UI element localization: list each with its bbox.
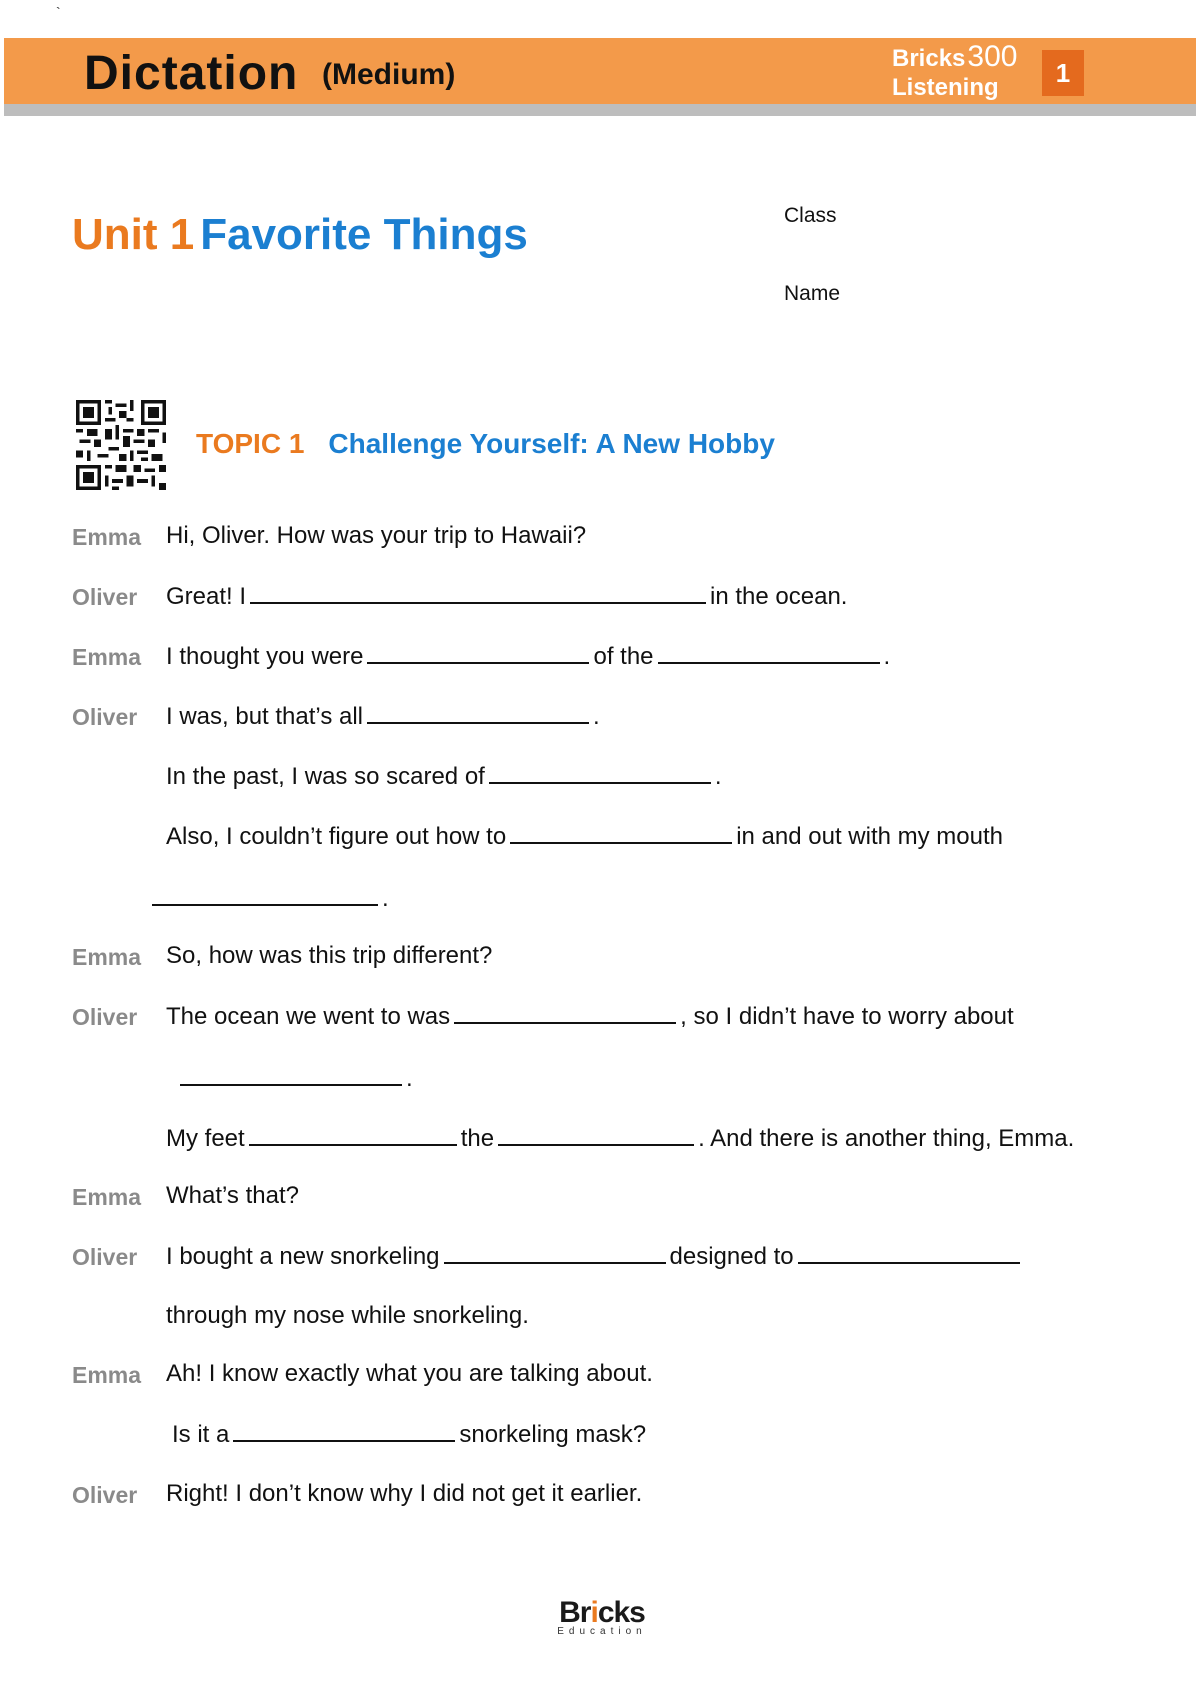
dialogue-text: I was, but that’s all: [166, 703, 363, 730]
dialogue-line: through my nose while snorkeling.: [166, 1302, 529, 1329]
answer-blank[interactable]: [250, 582, 706, 604]
speaker-label: Emma: [72, 1184, 142, 1210]
dialogue-line: [166, 582, 847, 611]
name-label: Name: [784, 282, 841, 305]
unit-title: Favorite Things: [200, 210, 528, 259]
answer-blank[interactable]: [152, 884, 378, 906]
dialogue-text: .: [593, 703, 600, 730]
dialogue-line: [166, 762, 722, 791]
topic-label: TOPIC 1: [196, 428, 305, 459]
dialogue-text: .: [714, 763, 722, 790]
dialogue-text: designed to: [669, 1243, 794, 1270]
speaker-label: Emma: [72, 944, 142, 970]
speaker-label: Oliver: [72, 704, 138, 730]
difficulty-label: (Medium): [322, 58, 456, 91]
dialogue-text: In the past, I was so scared of: [166, 763, 485, 790]
answer-blank[interactable]: [367, 702, 589, 724]
answer-blank[interactable]: [510, 822, 732, 844]
dialogue-line: [166, 1002, 1014, 1031]
answer-blank[interactable]: [658, 642, 880, 664]
dialogue-text: Great! I: [166, 583, 247, 610]
dialogue-line: [166, 1242, 1024, 1271]
dialogue-text: .: [406, 1065, 413, 1092]
speaker-label: Emma: [72, 1362, 142, 1388]
dialogue-line: [176, 1064, 413, 1093]
answer-blank[interactable]: [444, 1242, 666, 1264]
brand-number: 300: [967, 40, 1018, 73]
corner-mark: `: [56, 4, 61, 20]
answer-blank[interactable]: [233, 1420, 455, 1442]
brand-name: Bricks: [892, 45, 966, 72]
speaker-label: Oliver: [72, 1004, 138, 1030]
answer-blank[interactable]: [249, 1124, 457, 1146]
answer-blank[interactable]: [367, 642, 589, 664]
logo-subtitle: Education: [557, 1626, 647, 1637]
dialogue-text: Is it a: [172, 1421, 230, 1448]
dialogue-text: . And there is another thing, Emma.: [698, 1125, 1075, 1152]
dialogue-text: in and out with my mouth: [736, 823, 1004, 850]
dialogue-text: of the: [593, 643, 654, 670]
dialogue-line: What’s that?: [166, 1182, 299, 1209]
dialogue-text: .: [883, 643, 891, 670]
class-label: Class: [784, 204, 837, 227]
speaker-label: Oliver: [72, 584, 138, 610]
series-brand: [892, 40, 1018, 101]
speaker-label: Oliver: [72, 1244, 138, 1270]
dialogue-line: [166, 702, 600, 731]
answer-blank[interactable]: [798, 1242, 1020, 1264]
answer-blank[interactable]: [454, 1002, 676, 1024]
worksheet-title: Dictation: [84, 47, 299, 100]
dialogue-text: I thought you were: [166, 643, 364, 670]
dialogue-line: Ah! I know exactly what you are talking about.: [166, 1360, 653, 1387]
dialogue-text: Also, I couldn’t figure out how to: [166, 823, 507, 850]
answer-blank[interactable]: [498, 1124, 694, 1146]
logo-wordmark: Bricks: [559, 1596, 645, 1629]
qr-code-icon[interactable]: [76, 400, 166, 490]
answer-blank[interactable]: [180, 1064, 402, 1086]
dialogue-text: My feet: [166, 1125, 245, 1152]
level-badge: 1: [1042, 50, 1084, 96]
speaker-label: Emma: [72, 644, 142, 670]
answer-blank[interactable]: [489, 762, 711, 784]
dialogue-text: in the ocean.: [710, 583, 848, 610]
dialogue-line: So, how was this trip different?: [166, 942, 493, 969]
brand-subject: Listening: [892, 74, 999, 101]
unit-heading: [72, 210, 528, 260]
dialogue-text: The ocean we went to was: [166, 1003, 451, 1030]
header-banner-shadow: [4, 104, 1196, 116]
dialogue-line: Hi, Oliver. How was your trip to Hawaii?: [166, 522, 587, 549]
footer-logo: [552, 1596, 652, 1637]
dialogue-text: the: [460, 1125, 495, 1152]
topic-heading: [196, 428, 775, 460]
dialogue-line: [166, 1124, 1074, 1153]
unit-label: Unit 1: [72, 210, 195, 259]
topic-title: Challenge Yourself: A New Hobby: [328, 428, 775, 459]
dialogue-line: [166, 642, 890, 671]
dialogue-text: .: [382, 885, 389, 912]
dialogue-line: [148, 884, 389, 913]
dialogue-line: [166, 822, 1003, 851]
dialogue-text: , so I didn’t have to worry about: [680, 1003, 1014, 1030]
dialogue-line: Right! I don’t know why I did not get it earlier.: [166, 1480, 643, 1507]
dialogue-text: snorkeling mask?: [459, 1421, 647, 1448]
speaker-label: Oliver: [72, 1482, 138, 1508]
dialogue-text: I bought a new snorkeling: [166, 1243, 440, 1270]
dialogue-line: [172, 1420, 646, 1449]
speaker-label: Emma: [72, 524, 142, 550]
